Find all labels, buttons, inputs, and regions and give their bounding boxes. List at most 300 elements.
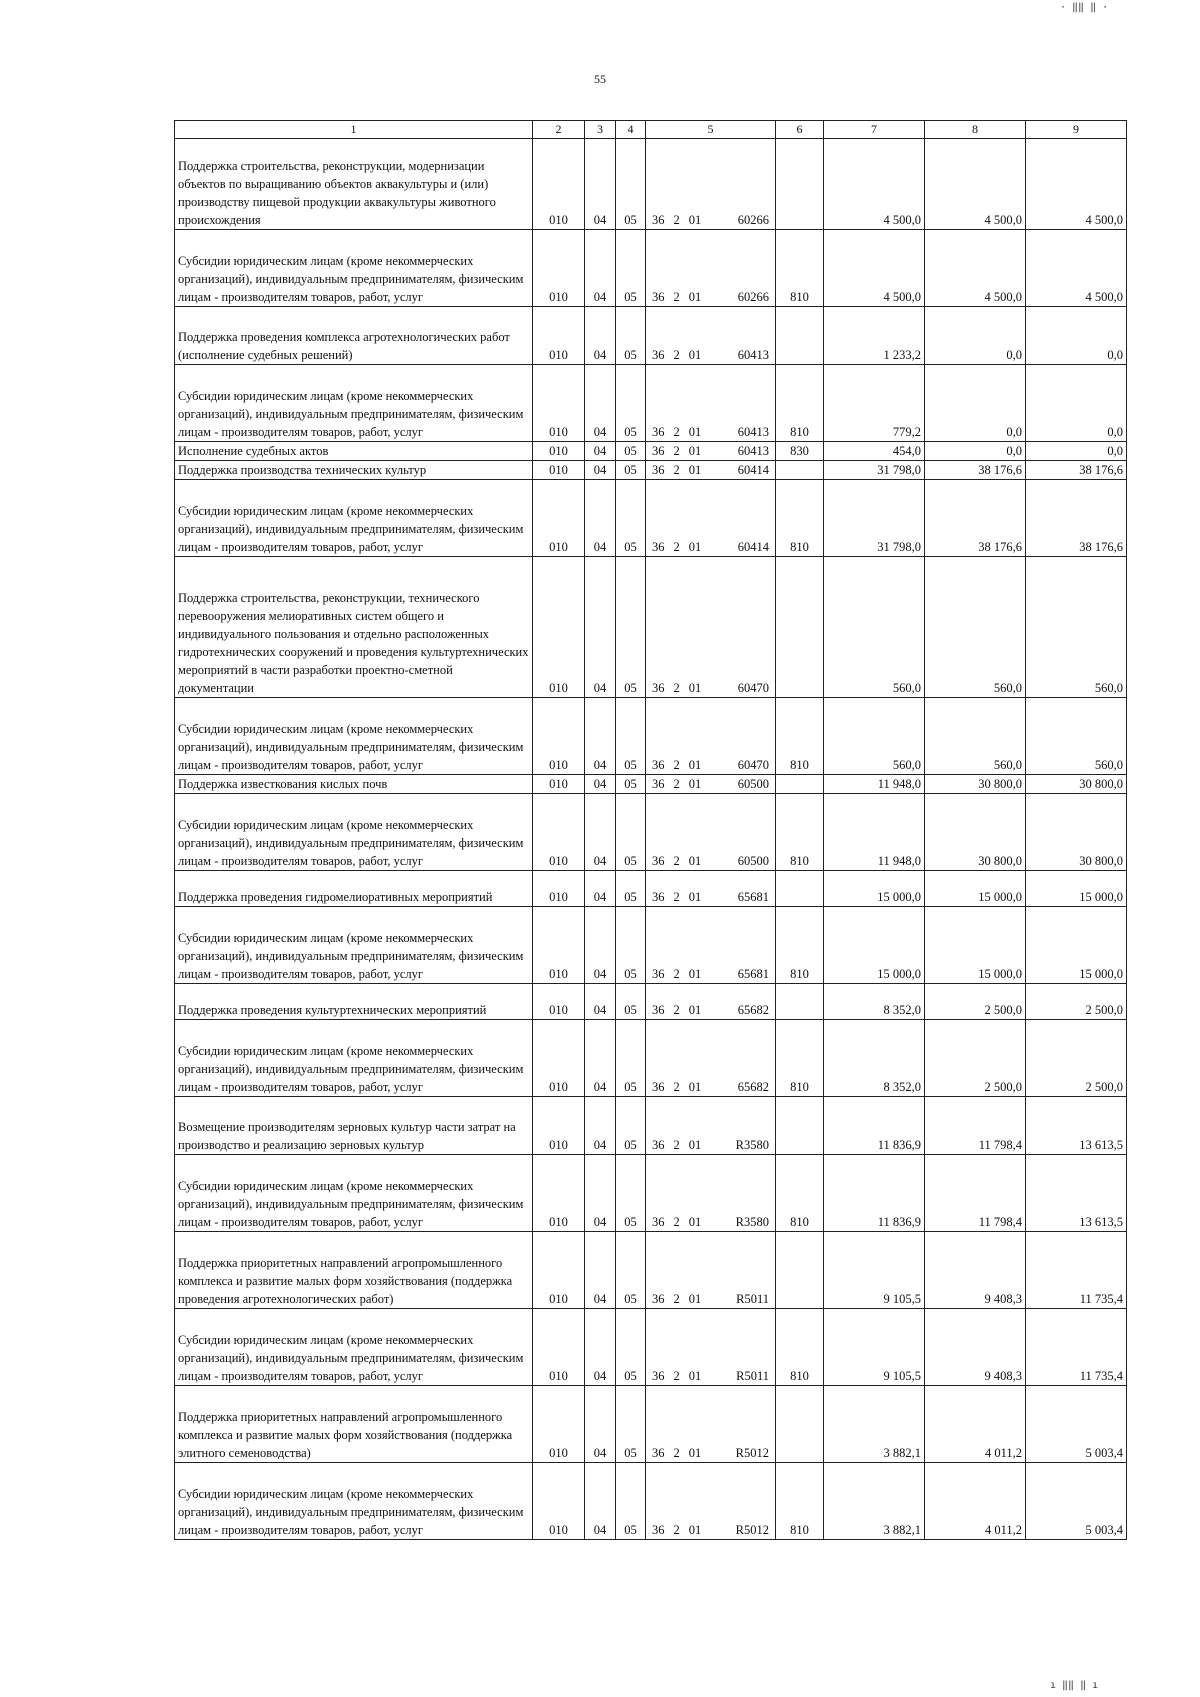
program-code [652,442,701,460]
section-code: 04 [585,775,616,794]
row-name: Субсидии юридическим лицам (кроме некоммерческих организаций), индивидуальным предпринимателям, физическим лицам - производителям товаров, работ, услуг [175,794,533,871]
ministry-code: 010 [533,794,585,871]
ministry-code: 010 [533,480,585,557]
target-article-code [646,1386,776,1463]
expense-type-code: 810 [776,1155,824,1232]
event-part: 01 [688,540,702,554]
expense-type-code: 810 [776,480,824,557]
program-part: 36 [652,213,665,227]
amount-col-9: 38 176,6 [1026,480,1127,557]
event-part: 01 [688,854,702,868]
expense-type-code [776,557,824,698]
subprogram-part: 2 [673,540,680,554]
budget-table [174,120,1127,1540]
subsection-code: 05 [616,230,646,307]
expense-type-code: 810 [776,1020,824,1097]
subsection-code: 05 [616,557,646,698]
ministry-code: 010 [533,139,585,230]
subprogram-part: 2 [673,967,680,981]
amount-col-7: 9 105,5 [824,1309,925,1386]
section-code: 04 [585,1386,616,1463]
target-article-code [646,1155,776,1232]
section-code: 04 [585,698,616,775]
amount-col-9: 15 000,0 [1026,907,1127,984]
target-article-code [646,1463,776,1540]
amount-col-8: 30 800,0 [925,794,1026,871]
program-code [652,1444,701,1462]
page-number: 55 [594,72,606,86]
program-code [652,288,701,306]
amount-col-9: 11 735,4 [1026,1232,1127,1309]
program-code [652,679,701,697]
section-code: 04 [585,365,616,442]
program-code [652,965,701,983]
amount-col-9: 560,0 [1026,698,1127,775]
program-part: 36 [652,1523,665,1537]
direction-code: 60266 [737,213,769,227]
direction-code: 60413 [737,348,769,362]
section-code: 04 [585,984,616,1020]
expense-type-code [776,307,824,365]
event-part: 01 [688,1523,702,1537]
amount-col-9: 5 003,4 [1026,1386,1127,1463]
amount-col-7: 8 352,0 [824,1020,925,1097]
row-name: Поддержка проведения культуртехнических мероприятий [175,984,533,1020]
amount-col-9: 4 500,0 [1026,139,1127,230]
expense-type-code: 830 [776,442,824,461]
program-part: 36 [652,681,665,695]
direction-code: 65681 [737,890,769,904]
amount-col-8: 560,0 [925,698,1026,775]
expense-type-code: 810 [776,1463,824,1540]
direction-code: R3580 [735,1215,769,1229]
event-part: 01 [688,425,702,439]
program-part: 36 [652,348,665,362]
direction-code: R3580 [735,1138,769,1152]
target-article-code [646,1232,776,1309]
amount-col-8: 11 798,4 [925,1155,1026,1232]
subsection-code: 05 [616,1386,646,1463]
subprogram-part: 2 [673,463,680,477]
amount-col-8: 30 800,0 [925,775,1026,794]
table-row [175,480,1127,557]
amount-col-8: 4 011,2 [925,1386,1026,1463]
row-name: Поддержка известкования кислых почв [175,775,533,794]
table-row [175,984,1127,1020]
table-body [175,139,1127,1540]
program-part: 36 [652,777,665,791]
program-code [652,211,701,229]
table-row [175,871,1127,907]
row-name: Поддержка проведения комплекса агротехнологических работ (исполнение судебных решений) [175,307,533,365]
amount-col-9: 11 735,4 [1026,1309,1127,1386]
subsection-code: 05 [616,907,646,984]
ministry-code: 010 [533,1386,585,1463]
amount-col-8: 15 000,0 [925,871,1026,907]
ministry-code: 010 [533,1020,585,1097]
expense-type-code [776,1386,824,1463]
col-header-1: 1 [175,121,533,139]
row-name: Субсидии юридическим лицам (кроме некоммерческих организаций), индивидуальным предпринимателям, физическим лицам - производителям товаров, работ, услуг [175,230,533,307]
subsection-code: 05 [616,1155,646,1232]
event-part: 01 [688,1215,702,1229]
subprogram-part: 2 [673,444,680,458]
direction-code: 60500 [737,854,769,868]
ministry-code: 010 [533,1097,585,1155]
program-part: 36 [652,1446,665,1460]
amount-col-9: 13 613,5 [1026,1097,1127,1155]
program-part: 36 [652,540,665,554]
target-article-code [646,794,776,871]
section-code: 04 [585,871,616,907]
program-part: 36 [652,890,665,904]
program-code [652,888,701,906]
event-part: 01 [688,1080,702,1094]
expense-type-code: 810 [776,230,824,307]
amount-col-7: 15 000,0 [824,907,925,984]
amount-col-9: 560,0 [1026,557,1127,698]
table-row [175,139,1127,230]
table-row [175,1309,1127,1386]
table-row [175,442,1127,461]
section-code: 04 [585,1309,616,1386]
expense-type-code [776,871,824,907]
amount-col-7: 3 882,1 [824,1463,925,1540]
amount-col-7: 560,0 [824,698,925,775]
row-name: Субсидии юридическим лицам (кроме некоммерческих организаций), индивидуальным предпринимателям, физическим лицам - производителям товаров, работ, услуг [175,907,533,984]
program-part: 36 [652,290,665,304]
table-row [175,461,1127,480]
amount-col-9: 4 500,0 [1026,230,1127,307]
row-name: Субсидии юридическим лицам (кроме некоммерческих организаций), индивидуальным предпринимателям, физическим лицам - производителям товаров, работ, услуг [175,480,533,557]
section-code: 04 [585,1463,616,1540]
subprogram-part: 2 [673,213,680,227]
amount-col-9: 30 800,0 [1026,775,1127,794]
row-name: Субсидии юридическим лицам (кроме некоммерческих организаций), индивидуальным предпринимателям, физическим лицам - производителям товаров, работ, услуг [175,365,533,442]
section-code: 04 [585,307,616,365]
amount-col-7: 1 233,2 [824,307,925,365]
event-part: 01 [688,213,702,227]
col-header-9: 9 [1026,121,1127,139]
event-part: 01 [688,681,702,695]
subsection-code: 05 [616,461,646,480]
subprogram-part: 2 [673,1080,680,1094]
row-name: Исполнение судебных актов [175,442,533,461]
section-code: 04 [585,1155,616,1232]
table-row [175,907,1127,984]
subprogram-part: 2 [673,681,680,695]
row-name: Поддержка строительства, реконструкции, технического перевооружения мелиоративных систем общего и индивидуального пользования и отдельно расположенных гидротехнических сооружений и проведения культуртехнических мероприятий в части разработки проектно-сметной документации [175,557,533,698]
row-name: Субсидии юридическим лицам (кроме некоммерческих организаций), индивидуальным предпринимателям, физическим лицам - производителям товаров, работ, услуг [175,1309,533,1386]
amount-col-8: 38 176,6 [925,480,1026,557]
program-code [652,1136,701,1154]
amount-col-7: 31 798,0 [824,461,925,480]
subsection-code: 05 [616,871,646,907]
subsection-code: 05 [616,984,646,1020]
amount-col-7: 560,0 [824,557,925,698]
direction-code: 60414 [737,540,769,554]
direction-code: 65682 [737,1003,769,1017]
col-header-3: 3 [585,121,616,139]
amount-col-8: 15 000,0 [925,907,1026,984]
ministry-code: 010 [533,442,585,461]
event-part: 01 [688,777,702,791]
subprogram-part: 2 [673,348,680,362]
program-part: 36 [652,425,665,439]
amount-col-7: 11 836,9 [824,1097,925,1155]
row-name: Субсидии юридическим лицам (кроме некоммерческих организаций), индивидуальным предпринимателям, физическим лицам - производителям товаров, работ, услуг [175,1463,533,1540]
subprogram-part: 2 [673,1138,680,1152]
subprogram-part: 2 [673,290,680,304]
section-code: 04 [585,1097,616,1155]
subprogram-part: 2 [673,1003,680,1017]
table-row [175,230,1127,307]
subsection-code: 05 [616,1232,646,1309]
amount-col-8: 4 500,0 [925,230,1026,307]
direction-code: 60413 [737,444,769,458]
amount-col-7: 15 000,0 [824,871,925,907]
subprogram-part: 2 [673,1292,680,1306]
ministry-code: 010 [533,307,585,365]
expense-type-code [776,1097,824,1155]
table-row [175,1386,1127,1463]
target-article-code [646,365,776,442]
ministry-code: 010 [533,230,585,307]
direction-code: 60470 [737,758,769,772]
event-part: 01 [688,1003,702,1017]
amount-col-8: 2 500,0 [925,984,1026,1020]
subsection-code: 05 [616,775,646,794]
expense-type-code: 810 [776,365,824,442]
amount-col-9: 0,0 [1026,442,1127,461]
col-header-8: 8 [925,121,1026,139]
direction-code: R5011 [736,1292,769,1306]
amount-col-9: 2 500,0 [1026,1020,1127,1097]
program-part: 36 [652,854,665,868]
table-row [175,775,1127,794]
target-article-code [646,1097,776,1155]
ministry-code: 010 [533,557,585,698]
program-code [652,775,701,793]
row-name: Поддержка приоритетных направлений агропромышленного комплекса и развитие малых форм хозяйствования (поддержка проведения агротехнологических работ) [175,1232,533,1309]
program-part: 36 [652,1369,665,1383]
event-part: 01 [688,444,702,458]
table-row [175,307,1127,365]
event-part: 01 [688,890,702,904]
subsection-code: 05 [616,139,646,230]
event-part: 01 [688,290,702,304]
direction-code: R5012 [735,1446,769,1460]
ministry-code: 010 [533,1232,585,1309]
section-code: 04 [585,480,616,557]
target-article-code [646,1309,776,1386]
amount-col-7: 8 352,0 [824,984,925,1020]
amount-col-7: 779,2 [824,365,925,442]
program-part: 36 [652,444,665,458]
row-name: Поддержка приоритетных направлений агропромышленного комплекса и развитие малых форм хозяйствования (поддержка элитного семеноводства) [175,1386,533,1463]
amount-col-7: 454,0 [824,442,925,461]
row-name: Поддержка проведения гидромелиоративных мероприятий [175,871,533,907]
amount-col-9: 5 003,4 [1026,1463,1127,1540]
amount-col-9: 0,0 [1026,307,1127,365]
target-article-code [646,775,776,794]
col-header-7: 7 [824,121,925,139]
table-row [175,794,1127,871]
row-name: Поддержка производства технических культур [175,461,533,480]
target-article-code [646,984,776,1020]
amount-col-7: 4 500,0 [824,230,925,307]
amount-col-8: 9 408,3 [925,1232,1026,1309]
expense-type-code [776,461,824,480]
program-code [652,1001,701,1019]
col-header-2: 2 [533,121,585,139]
target-article-code [646,871,776,907]
subprogram-part: 2 [673,1446,680,1460]
ministry-code: 010 [533,1309,585,1386]
section-code: 04 [585,139,616,230]
expense-type-code: 810 [776,1309,824,1386]
amount-col-8: 4 011,2 [925,1463,1026,1540]
program-code [652,461,701,479]
program-part: 36 [652,967,665,981]
row-name: Субсидии юридическим лицам (кроме некоммерческих организаций), индивидуальным предпринимателям, физическим лицам - производителям товаров, работ, услуг [175,1155,533,1232]
amount-col-9: 15 000,0 [1026,871,1127,907]
ministry-code: 010 [533,1155,585,1232]
ministry-code: 010 [533,775,585,794]
subprogram-part: 2 [673,890,680,904]
amount-col-8: 0,0 [925,442,1026,461]
amount-col-8: 11 798,4 [925,1097,1026,1155]
subsection-code: 05 [616,1020,646,1097]
event-part: 01 [688,967,702,981]
program-code [652,1078,701,1096]
amount-col-7: 9 105,5 [824,1232,925,1309]
program-code [652,852,701,870]
ministry-code: 010 [533,984,585,1020]
target-article-code [646,139,776,230]
col-header-4: 4 [616,121,646,139]
subprogram-part: 2 [673,1215,680,1229]
program-code [652,1290,701,1308]
amount-col-9: 13 613,5 [1026,1155,1127,1232]
program-code [652,1521,701,1539]
event-part: 01 [688,463,702,477]
section-code: 04 [585,557,616,698]
amount-col-8: 0,0 [925,307,1026,365]
subprogram-part: 2 [673,1523,680,1537]
subprogram-part: 2 [673,1369,680,1383]
col-header-5: 5 [646,121,776,139]
amount-col-9: 30 800,0 [1026,794,1127,871]
section-code: 04 [585,461,616,480]
expense-type-code: 810 [776,794,824,871]
amount-col-9: 38 176,6 [1026,461,1127,480]
col-header-6: 6 [776,121,824,139]
section-code: 04 [585,442,616,461]
program-part: 36 [652,1215,665,1229]
table-row [175,1155,1127,1232]
program-part: 36 [652,1138,665,1152]
program-code [652,1367,701,1385]
table-row [175,698,1127,775]
row-name: Субсидии юридическим лицам (кроме некоммерческих организаций), индивидуальным предпринимателям, физическим лицам - производителям товаров, работ, услуг [175,1020,533,1097]
event-part: 01 [688,1446,702,1460]
amount-col-7: 31 798,0 [824,480,925,557]
program-part: 36 [652,758,665,772]
event-part: 01 [688,1369,702,1383]
amount-col-7: 3 882,1 [824,1386,925,1463]
target-article-code [646,698,776,775]
direction-code: 65681 [737,967,769,981]
subprogram-part: 2 [673,777,680,791]
program-part: 36 [652,1292,665,1306]
table-row [175,1020,1127,1097]
subsection-code: 05 [616,1463,646,1540]
ministry-code: 010 [533,871,585,907]
subsection-code: 05 [616,1309,646,1386]
subprogram-part: 2 [673,758,680,772]
section-code: 04 [585,230,616,307]
table-row [175,1232,1127,1309]
ministry-code: 010 [533,907,585,984]
direction-code: 60470 [737,681,769,695]
amount-col-8: 2 500,0 [925,1020,1026,1097]
program-code [652,756,701,774]
subsection-code: 05 [616,480,646,557]
target-article-code [646,1020,776,1097]
direction-code: 65682 [737,1080,769,1094]
event-part: 01 [688,1138,702,1152]
row-name: Субсидии юридическим лицам (кроме некоммерческих организаций), индивидуальным предпринимателям, физическим лицам - производителям товаров, работ, услуг [175,698,533,775]
amount-col-9: 2 500,0 [1026,984,1127,1020]
event-part: 01 [688,1292,702,1306]
table-row [175,1463,1127,1540]
program-code [652,423,701,441]
program-code [652,1213,701,1231]
program-part: 36 [652,463,665,477]
subsection-code: 05 [616,442,646,461]
direction-code: R5011 [736,1369,769,1383]
amount-col-8: 4 500,0 [925,139,1026,230]
target-article-code [646,461,776,480]
table-row [175,365,1127,442]
amount-col-7: 11 836,9 [824,1155,925,1232]
event-part: 01 [688,348,702,362]
direction-code: 60500 [737,777,769,791]
subsection-code: 05 [616,307,646,365]
direction-code: 60413 [737,425,769,439]
subsection-code: 05 [616,794,646,871]
scan-mark-top: · ‖‖ ‖ · [1060,2,1109,13]
program-code [652,538,701,556]
subsection-code: 05 [616,698,646,775]
target-article-code [646,442,776,461]
ministry-code: 010 [533,698,585,775]
expense-type-code: 810 [776,907,824,984]
target-article-code [646,307,776,365]
amount-col-9: 0,0 [1026,365,1127,442]
direction-code: 60414 [737,463,769,477]
amount-col-8: 560,0 [925,557,1026,698]
expense-type-code [776,984,824,1020]
ministry-code: 010 [533,365,585,442]
amount-col-8: 38 176,6 [925,461,1026,480]
target-article-code [646,480,776,557]
row-name: Возмещение производителям зерновых культур части затрат на производство и реализацию зерновых культур [175,1097,533,1155]
expense-type-code: 810 [776,698,824,775]
subprogram-part: 2 [673,425,680,439]
section-code: 04 [585,1232,616,1309]
